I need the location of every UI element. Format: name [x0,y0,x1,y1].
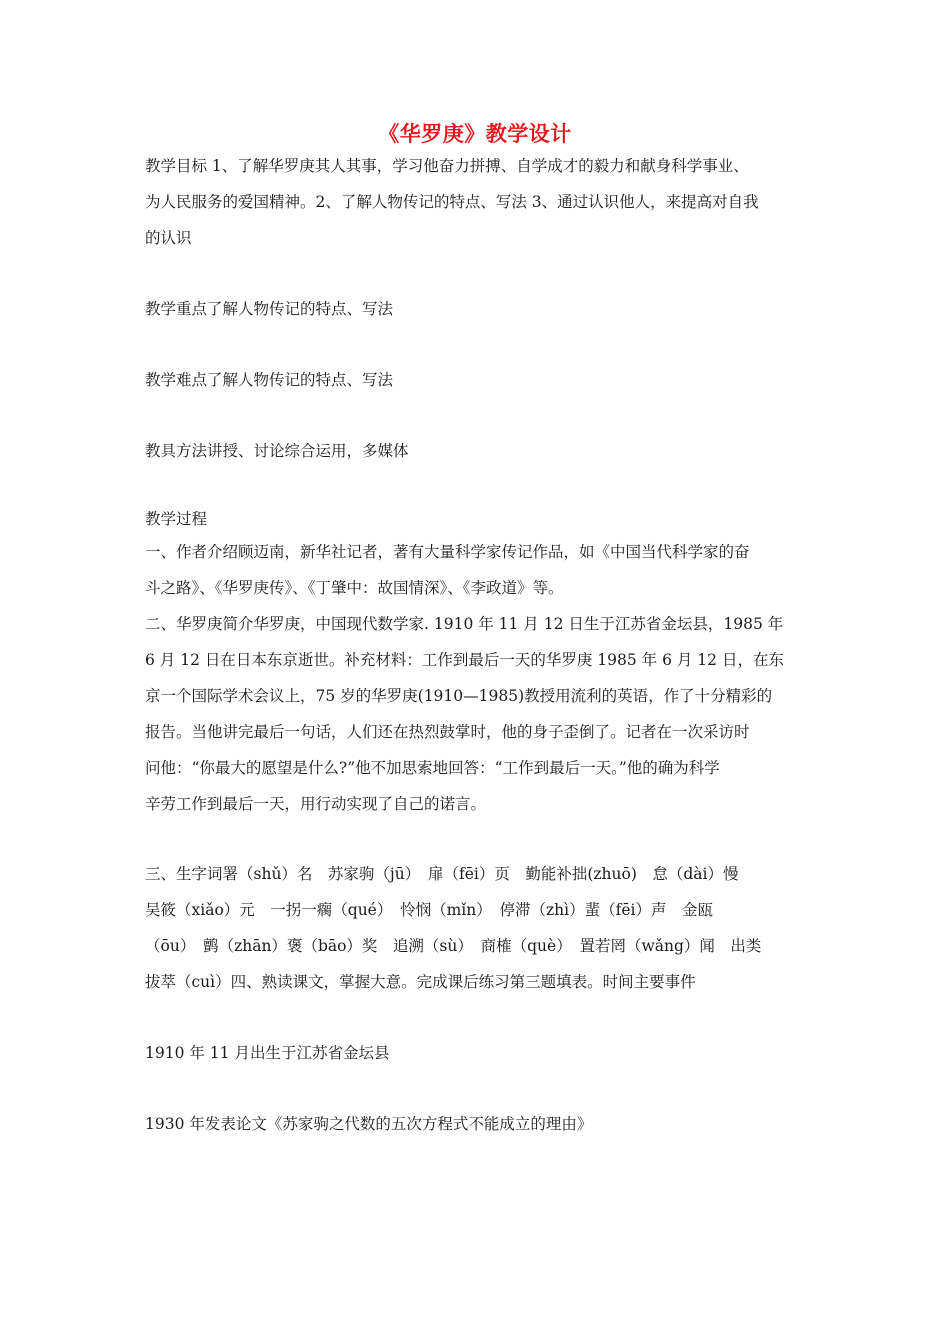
paragraph-line: 一、作者介绍顾迈南，新华社记者，著有大量科学家传记作品，如《中国当代科学家的奋 [145,543,750,561]
paragraph-line: 三、生字词署（shǔ）名 苏家驹（jū） 扉（fēi）页 勤能补拙(zhuō) 怠（dài）慢 [145,865,739,883]
paragraph-line: 为人民服务的爱国精神。2、了解人物传记的特点、写法 3、通过认识他人，来提高对自我 [145,193,759,211]
paragraph-line: 问他：“你最大的愿望是什么?”他不加思索地回答：“工作到最后一天。”他的确为科学 [145,759,720,777]
document-title: 《华罗庚》教学设计 [378,121,572,146]
paragraph-line: 二、华罗庚简介华罗庚，中国现代数学家. 1910 年 11 月 12 日生于江苏省金坛县，1985 年 [145,615,784,633]
paragraph-line: （ōu） 鹯（zhān）褒（bāo）奖 追溯（sù） 商榷（què） 置若罔（wǎng）闻 出类 [145,937,762,955]
paragraph-line: 教学难点了解人物传记的特点、写法 [145,371,394,389]
paragraph-line: 辛劳工作到最后一天，用行动实现了自己的诺言。 [145,795,487,813]
document-body [145,148,807,1142]
paragraph-line: 教学目标 1、了解华罗庚其人其事，学习他奋力拼搏、自学成才的毅力和献身科学事业、 [145,157,749,175]
paragraph-line: 京一个国际学术会议上，75 岁的华罗庚(1910—1985)教授用流利的英语，作了十分精彩的 [145,687,773,705]
paragraph-line: 拔萃（cuì）四、熟读课文，掌握大意。完成课后练习第三题填表。时间主要事件 [145,973,696,991]
paragraph-line: 的认识 [145,229,192,247]
paragraph-line: 报告。当他讲完最后一句话，人们还在热烈鼓掌时，他的身子歪倒了。记者在一次采访时 [145,723,750,741]
paragraph-line: 吴筱（xiǎo）元 一拐一瘸（qué） 怜悯（mǐn） 停滞（zhì）蜚（fēi）声 金瓯 [145,901,713,919]
timeline-entry: 1930 年发表论文《苏家驹之代数的五次方程式不能成立的理由》 [145,1115,593,1133]
paragraph-line: 教学重点了解人物传记的特点、写法 [145,300,394,318]
paragraph-line: 6 月 12 日在日本东京逝世。补充材料：工作到最后一天的华罗庚 1985 年 6 月 12 日，在东 [145,651,784,669]
timeline-entry: 1910 年 11 月出生于江苏省金坛县 [145,1044,390,1062]
section-heading: 教学过程 [145,510,208,528]
paragraph-line: 教具方法讲授、讨论综合运用，多媒体 [145,442,409,460]
paragraph-line: 斗之路》、《华罗庚传》、《丁肇中：故国情深》、《李政道》等。 [145,579,564,597]
